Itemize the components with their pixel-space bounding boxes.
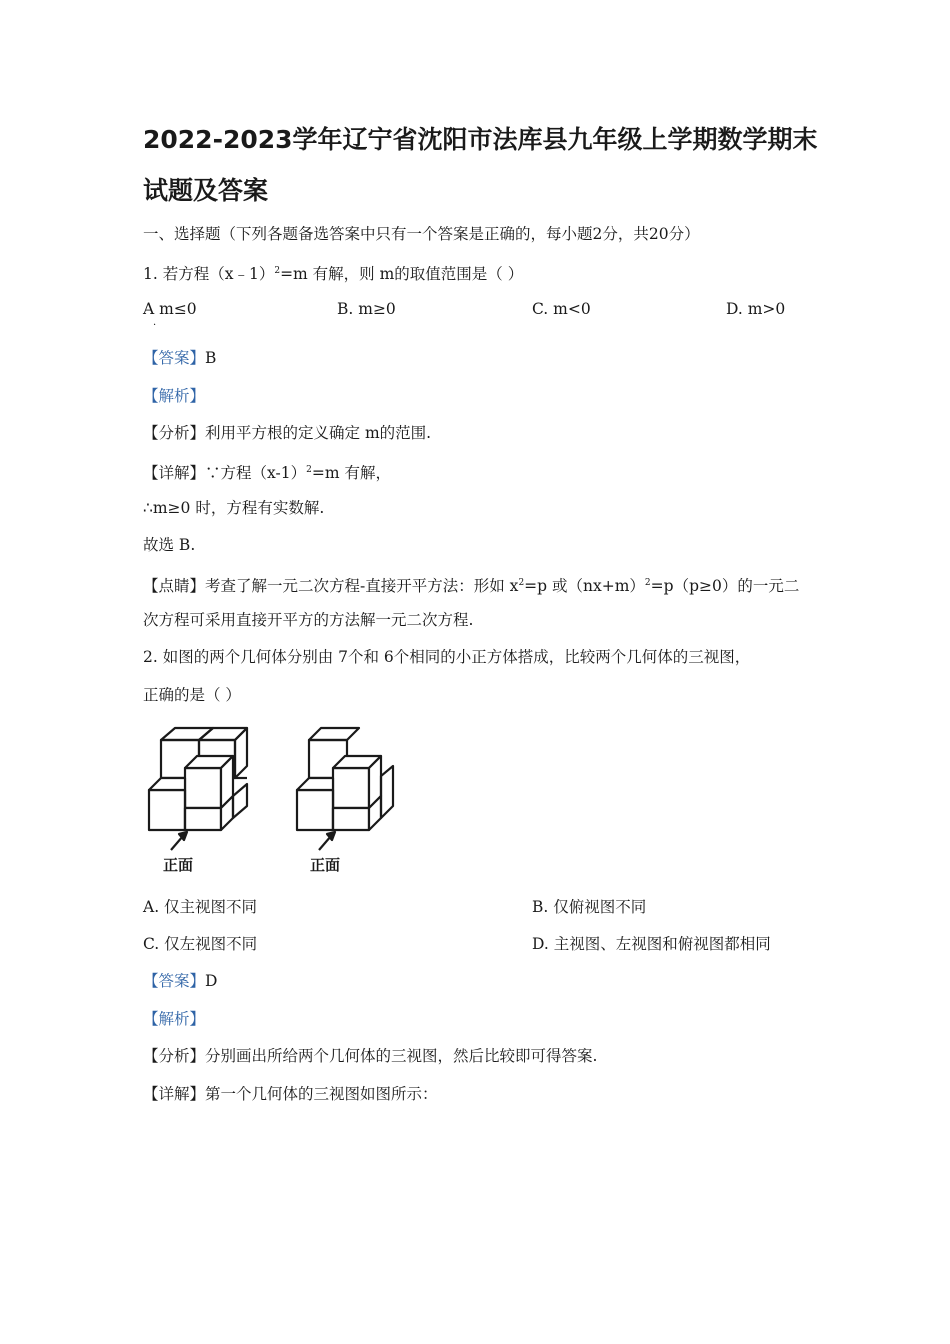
q2-jiexi-label: 【解析】 [143, 1010, 206, 1028]
document-title-line1: 2022-2023学年辽宁省沈阳市法库县九年级上学期数学期末 [143, 125, 818, 154]
q1-dianjing: 【点睛】考查了解一元二次方程-直接开平方法：形如 $x^2=p$ 或$(nx+m)^2=p(p\ge 0)$的一元二 [143, 577, 800, 595]
q2-stem-line1: 2. 如图的两个几何体分别由 7个和 6个相同的小正方体搭成，比较两个几何体的三视图， [143, 648, 751, 666]
q2-fenxi: 【分析】分别画出所给两个几何体的三视图，然后比较即可得答案. [143, 1047, 598, 1065]
q1-jiexi-label: 【解析】 [143, 387, 206, 405]
q1-dianjing-line2: 次方程可采用直接开平方的方法解一元二次方程. [143, 611, 474, 629]
q2-option-c: C. 仅左视图不同 [143, 935, 258, 953]
q1-answer: 【答案】B [143, 349, 217, 367]
q2-answer: 【答案】D [143, 972, 218, 990]
q1-xiangjie-line2: ∴m≥0 时，方程有实数解. [143, 499, 325, 517]
q1-xiangjie-line3: 故选 B. [143, 536, 196, 554]
q2-option-a: A. 仅主视图不同 [143, 898, 258, 916]
q2-option-b: B. 仅俯视图不同 [532, 898, 647, 916]
q1-option-a: A m≤0 [143, 300, 197, 318]
q2-stem-line2: 正确的是（ ） [143, 686, 241, 704]
figure-1-label: 正面 [163, 856, 194, 874]
geometry-figure-1 [149, 728, 247, 830]
q1-option-c: C. m<0 [532, 300, 591, 318]
document-title-line2: 试题及答案 [143, 176, 269, 205]
figure-2-label: 正面 [310, 856, 341, 874]
q1-option-d: D. m>0 [726, 300, 786, 318]
section-heading: 一、选择题（下列各题备选答案中只有一个答案是正确的，每小题2分，共20分） [143, 225, 700, 243]
q1-xiangjie: 【详解】∵方程$(x-1)^2=m$ 有解， [143, 464, 391, 482]
q1-option-b: B. m≥0 [337, 300, 396, 318]
q2-xiangjie: 【详解】第一个几何体的三视图如图所示： [143, 1085, 438, 1103]
q2-option-d: D. 主视图、左视图和俯视图都相同 [532, 935, 771, 953]
q1-stem: 1. 若方程（x﹣1）$^2$=m 有解，则 m的取值范围是（ ） [143, 265, 524, 283]
q1-option-a-dot: · [153, 320, 157, 331]
cube-figures [143, 722, 403, 878]
geometry-figure-2 [297, 728, 393, 830]
q1-fenxi: 【分析】利用平方根的定义确定 m的范围. [143, 424, 432, 442]
